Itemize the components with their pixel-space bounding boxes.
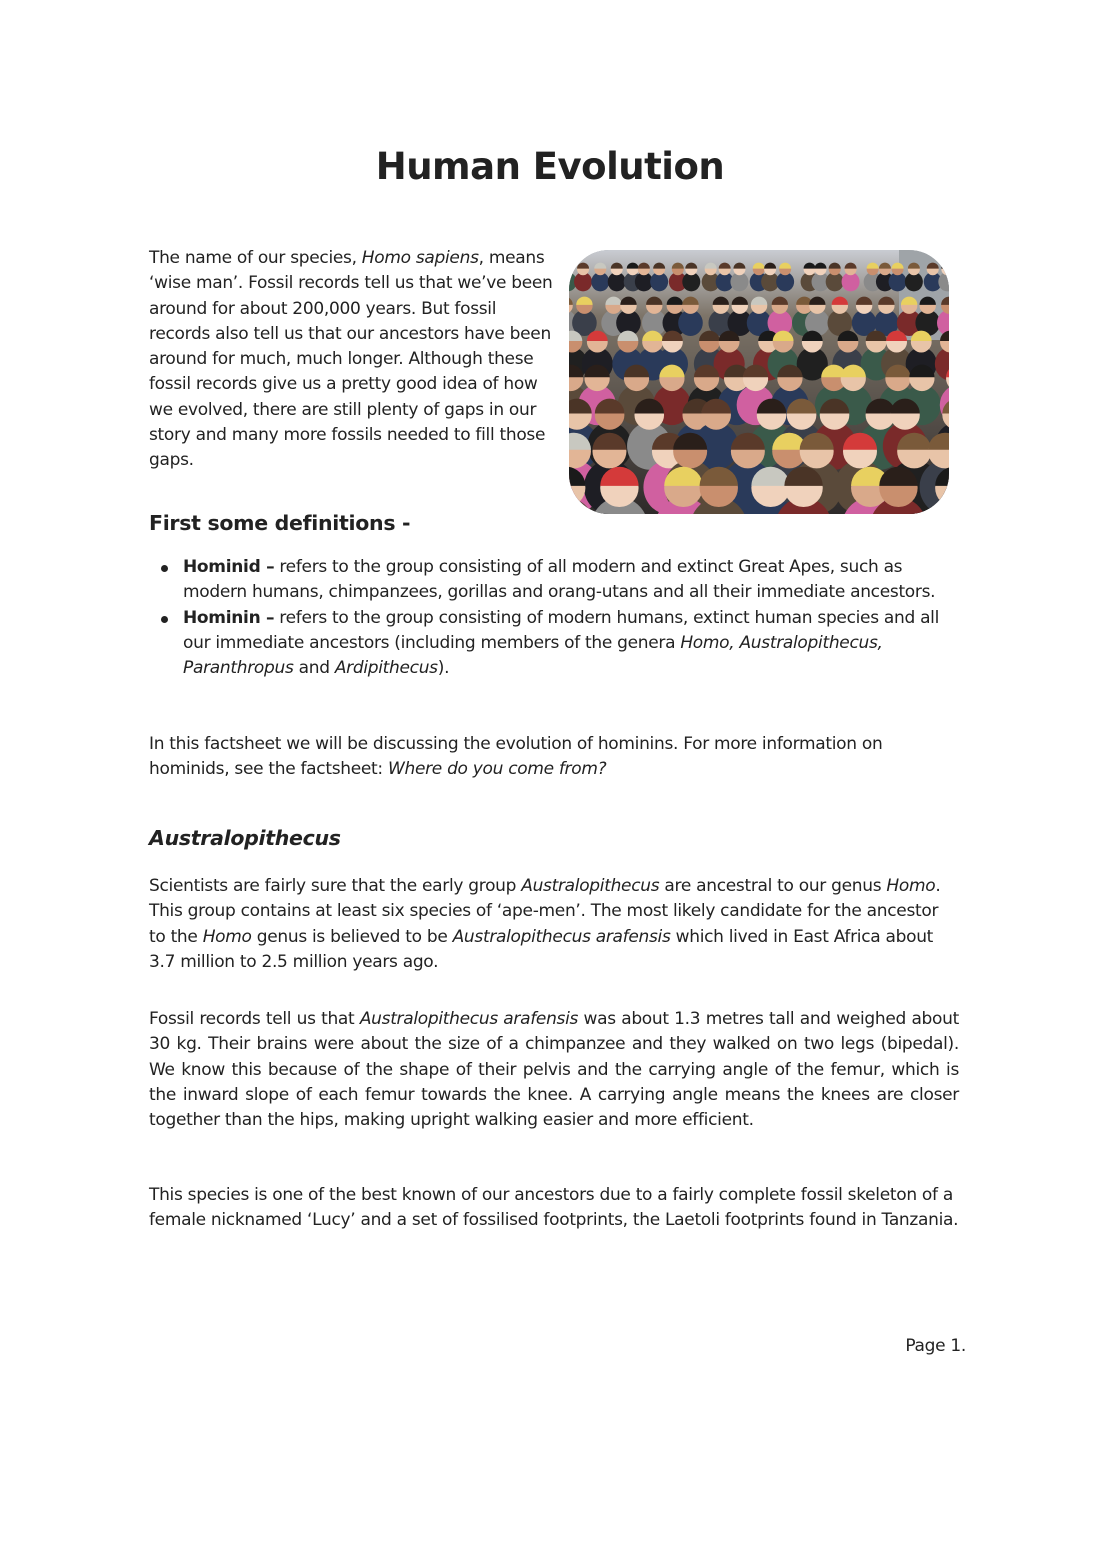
factsheet-note: In this factsheet we will be discussing the evolution of hominins. For more information on hominids, see the factsheet: Where do you come from? xyxy=(149,734,883,780)
paragraph-lucy: This species is one of the best known of our ancestors due to a fairly complete fossil skeleton of a female nicknamed ‘Lucy’ and a set of fossilised footprints, the Laetoli footprints found in Tanzania. xyxy=(149,1185,959,1231)
paragraph-anatomy: Fossil records tell us that Australopithecus arafensis was about 1.3 metres tall and weighed about 30 kg. Their brains were about the size of a chimpanzee and they walked on two legs (bipedal). We know this because of the shape of their pelvis and the carrying angle of the femur, which is the inward slope of each femur towards the knee. A carrying angle means the knees are closer together than the hips, making upright walking easier and more efficient. xyxy=(149,1009,959,1131)
section-heading-australopithecus: Australopithecus xyxy=(149,826,341,850)
intro-paragraph: The name of our species, Homo sapiens, means ‘wise man’. Fossil records tell us that we’ve been around for about 200,000 years. But fossil records also tell us that our ancestors have been around for much, much longer. Although these fossil records give us a pretty good idea of how we evolved, there are still plenty of gaps in our story and many more fossils needed to fill those gaps. xyxy=(149,248,553,471)
list-item: Hominin – refers to the group consisting of modern humans, extinct human species and all our immediate ancestors (including members of the genera Homo, Australopithecus, Paranthropus and Ardipithecus). xyxy=(149,606,959,682)
term-hominin: Hominin – xyxy=(183,607,275,628)
definitions-list xyxy=(149,555,959,681)
term-hominid: Hominid – xyxy=(183,557,275,577)
crowd-photo xyxy=(569,250,949,514)
page-number: Page 1. xyxy=(905,1336,966,1356)
paragraph-ancestry: Scientists are fairly sure that the early group Australopithecus are ancestral to our genus Homo. This group contains at least six species of ‘ape-men’. The most likely candidate for the ancestor to the Homo genus is believed to be Australopithecus arafensis which lived in East Africa about 3.7 million to 2.5 million years ago. xyxy=(149,876,941,972)
definitions-heading: First some definitions - xyxy=(149,511,411,535)
page-title: Human Evolution xyxy=(375,145,725,188)
list-item: Hominid – refers to the group consisting of all modern and extinct Great Apes, such as modern humans, chimpanzees, gorillas and orang-utans and all their immediate ancestors. xyxy=(149,555,959,606)
